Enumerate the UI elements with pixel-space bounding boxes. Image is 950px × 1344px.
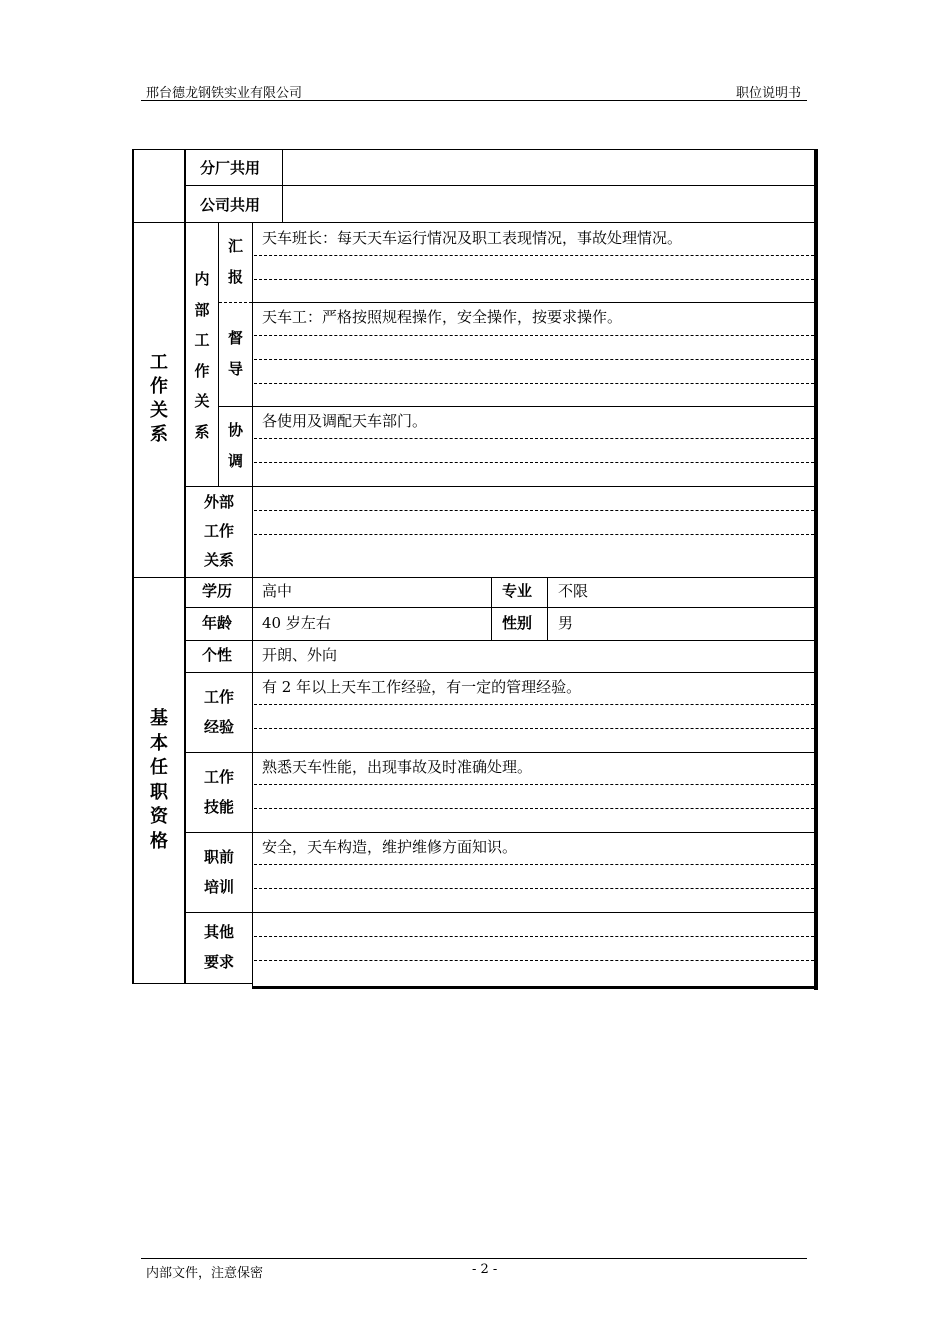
other-requirements-label: 其他 要求: [203, 923, 234, 971]
experience-value: 有 2 年以上天车工作经验，有一定的管理经验。: [262, 678, 582, 696]
internal-relations-label: 内 部 工 作 关 系: [194, 270, 210, 441]
footer-rule: [141, 1258, 807, 1259]
gender-value: 男: [558, 614, 574, 632]
external-relations-label: 外部 工作 关系: [203, 493, 234, 569]
gender-label: 性别: [502, 614, 533, 632]
personality-value: 开朗、外向: [262, 646, 338, 664]
training-label: 职前 培训: [203, 848, 234, 896]
company-shared-label: 公司共用: [200, 196, 261, 214]
header-company: 邢台德龙钢铁实业有限公司: [146, 86, 303, 101]
age-value: 40 岁左右: [262, 614, 331, 632]
supervise-text: 天车工：严格按照规程操作，安全操作，按要求操作。: [262, 308, 623, 326]
coordinate-label: 协 调: [227, 421, 243, 470]
work-relations-section-label: 工 作 关 系: [150, 352, 168, 445]
coordinate-text: 各使用及调配天车部门。: [262, 412, 428, 430]
page-number: - 2 -: [472, 1262, 498, 1277]
major-label: 专业: [502, 582, 533, 600]
education-label: 学历: [202, 582, 233, 600]
skills-label: 工作 技能: [203, 768, 234, 816]
personality-label: 个性: [202, 646, 233, 664]
report-text: 天车班长：每天天车运行情况及职工表现情况，事故处理情况。: [262, 229, 683, 247]
supervise-label: 督 导: [227, 329, 243, 378]
training-value: 安全，天车构造，维护维修方面知识。: [262, 838, 518, 856]
skills-value: 熟悉天车性能，出现事故及时准确处理。: [262, 758, 533, 776]
report-label: 汇 报: [227, 237, 243, 286]
age-label: 年龄: [202, 614, 233, 632]
header-rule: [141, 100, 807, 101]
footer-confidential: 内部文件，注意保密: [146, 1266, 264, 1281]
header-doc-title: 职位说明书: [736, 86, 802, 101]
education-value: 高中: [262, 582, 293, 600]
major-value: 不限: [558, 582, 589, 600]
branch-shared-label: 分厂共用: [200, 159, 261, 177]
qualifications-section-label: 基 本 任 职 资 格: [150, 708, 168, 852]
experience-label: 工作 经验: [203, 688, 234, 736]
